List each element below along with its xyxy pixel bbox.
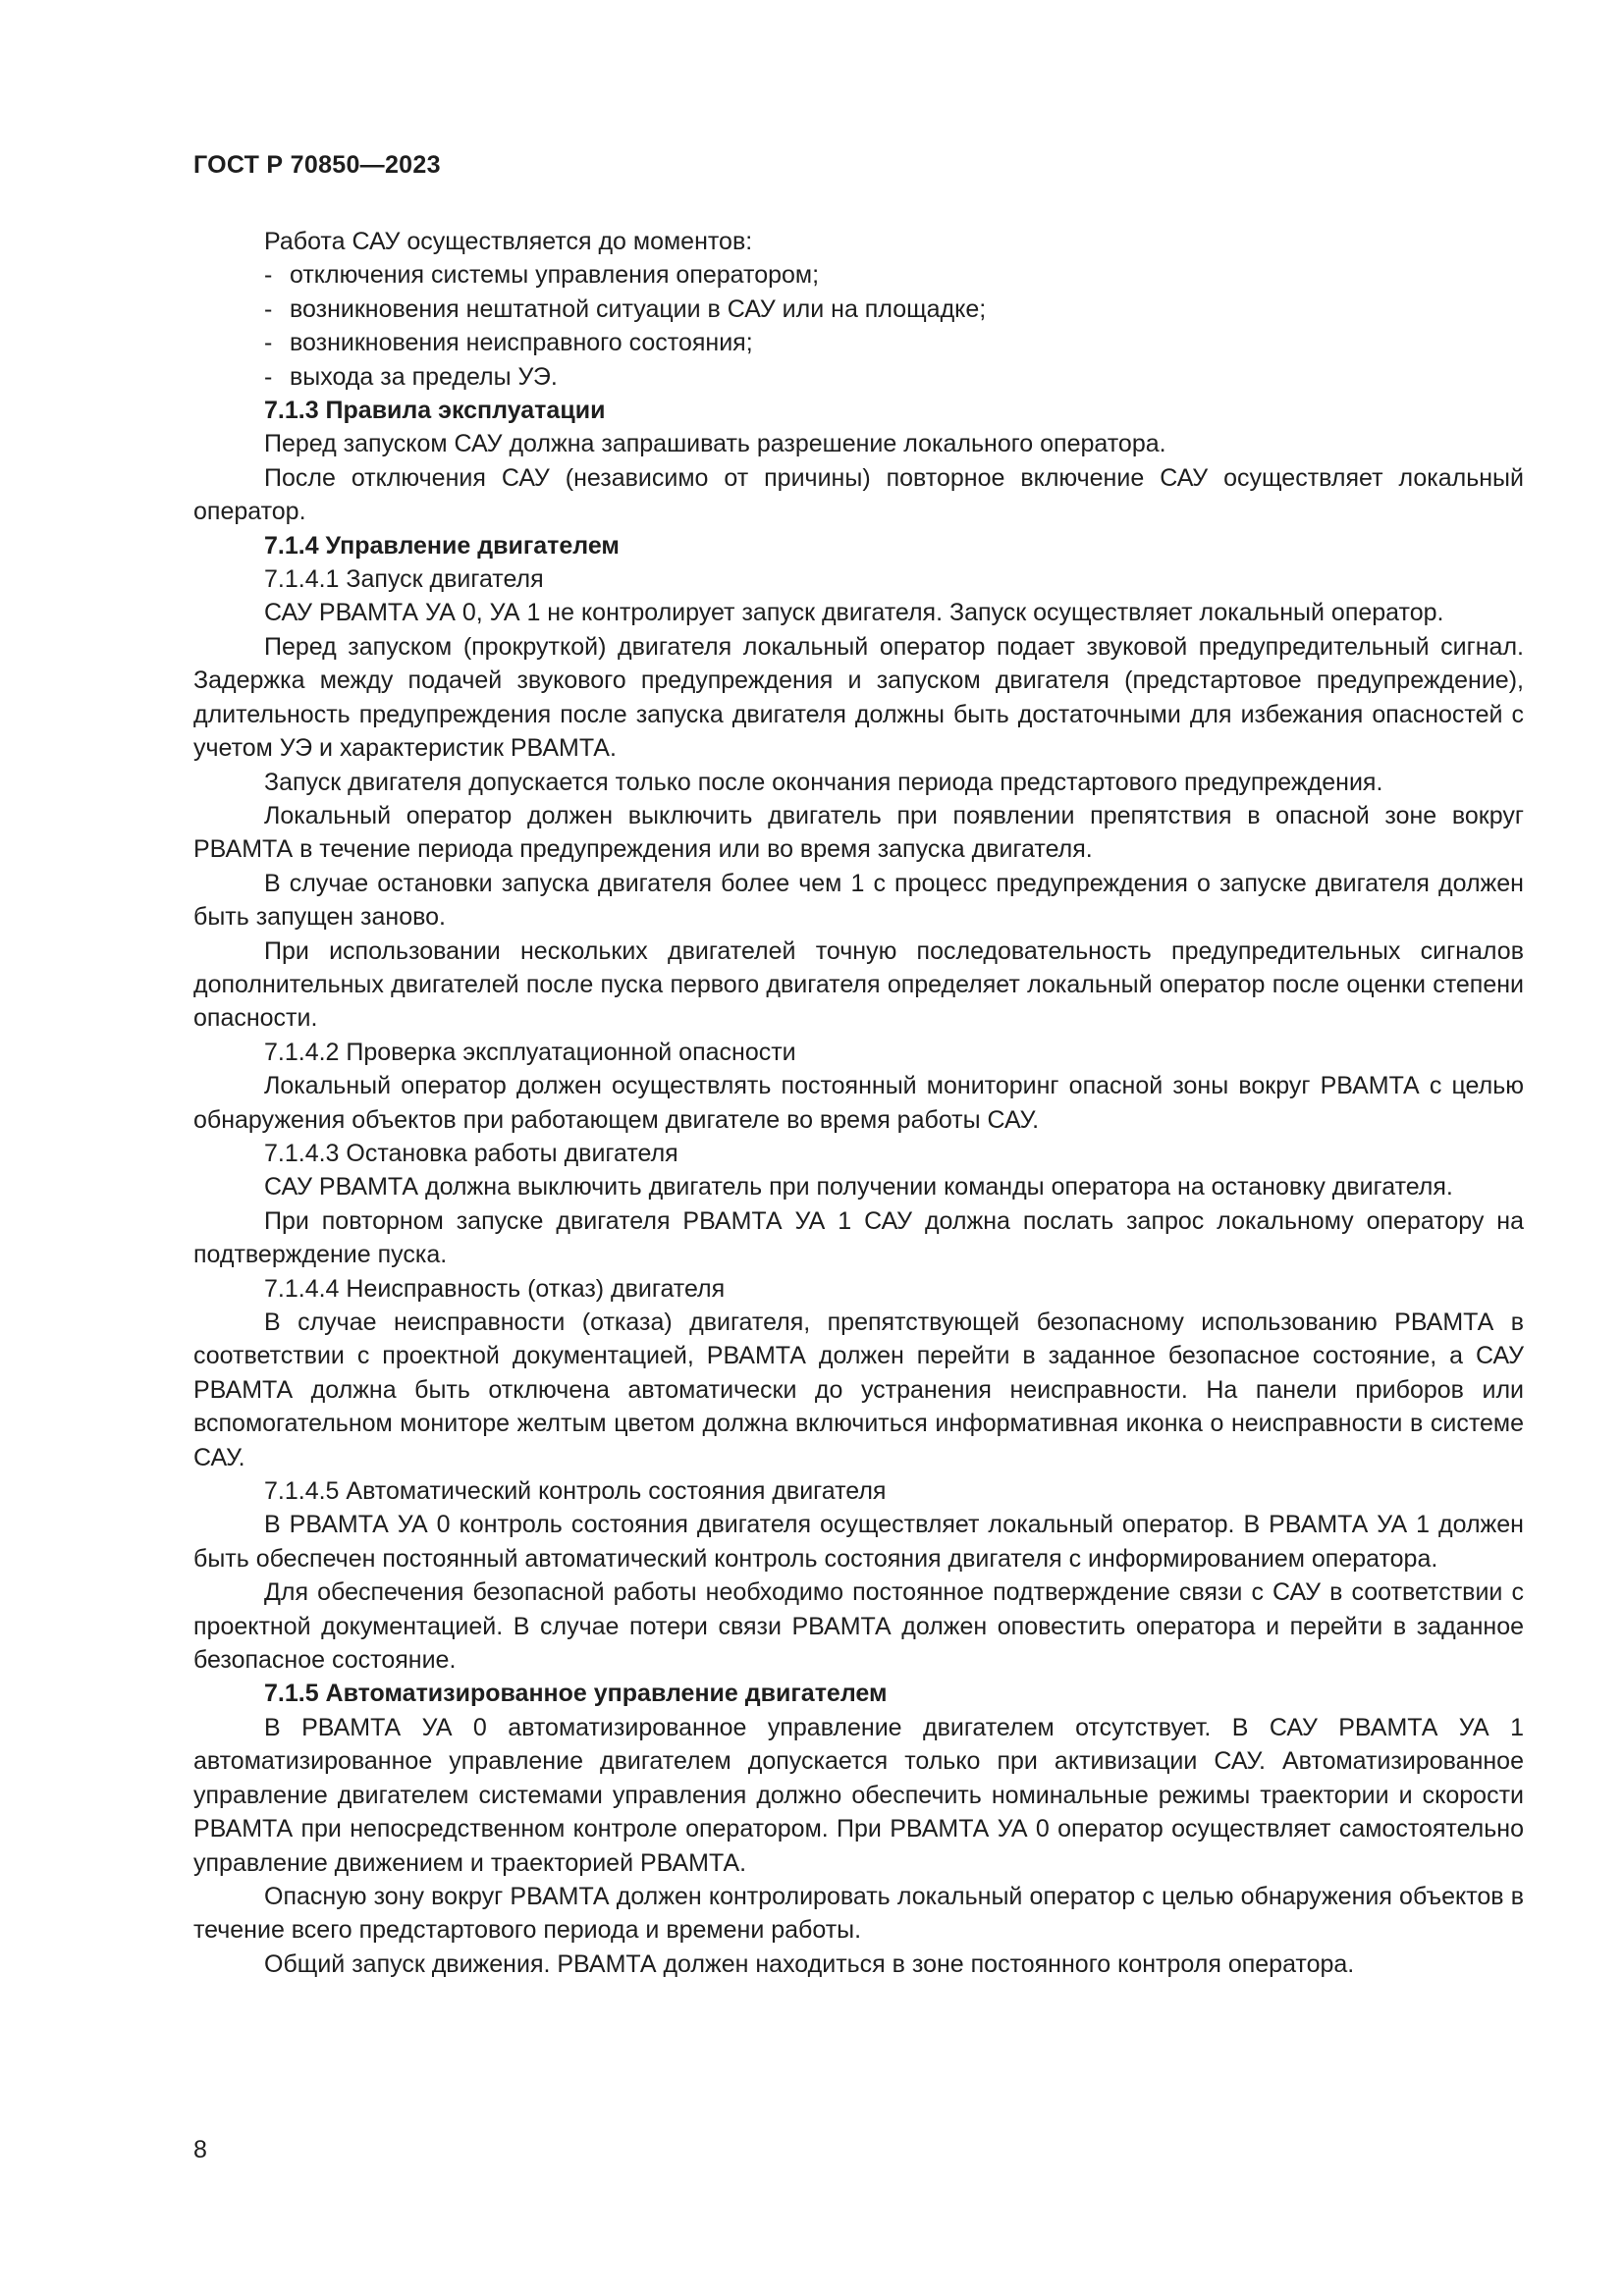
page-number: 8 [193, 2136, 207, 2163]
paragraph: При использовании нескольких двигателей точную последовательность предупредительных сигналов дополнительных двигателей после пуска первого двигателя определяет локальный оператор после оценки степени опасности. [193, 936, 1524, 1033]
list-marker: - [264, 362, 273, 391]
list-item-text: выхода за пределы УЭ. [290, 362, 558, 391]
paragraph: При повторном запуске двигателя РВАМТА УА 1 САУ должна послать запрос локальному оператору на подтверждение пуска. [193, 1206, 1524, 1269]
subsection-heading-7-1-4-5: 7.1.4.5 Автоматический контроль состояния двигателя [264, 1477, 887, 1506]
list-item-text: возникновения неисправного состояния; [290, 329, 753, 357]
list-item [193, 293, 1524, 326]
section-heading-7-1-5: 7.1.5 Автоматизированное управление двигателем [264, 1680, 888, 1708]
paragraph: Перед запуском (прокруткой) двигателя локальный оператор подает звуковой предупредительный сигнал. Задержка между подачей звукового предупреждения и запуском двигателя (предстартовое предупреждение), длительность предупреждения после запуска двигателя должны быть достаточными для избежания опасностей с учетом УЭ и характеристик РВАМТА. [193, 632, 1524, 763]
paragraph: В случае остановки запуска двигателя более чем 1 с процесс предупреждения о запуске двигателя должен быть запущен заново. [193, 869, 1524, 932]
paragraph: Запуск двигателя допускается только после окончания периода предстартового предупреждения. [264, 768, 1383, 796]
standard-header: ГОСТ Р 70850—2023 [193, 151, 441, 179]
list-marker: - [264, 261, 273, 290]
list-item [193, 326, 1524, 359]
list-item [193, 258, 1524, 292]
paragraph: В РВАМТА УА 0 автоматизированное управление двигателем отсутствует. В САУ РВАМТА УА 1 автоматизированное управление двигателем допускается только при активизации САУ. Автоматизированное управление двигателем системами управления должно обеспечить номинальные режимы траектории и скорости РВАМТА при непосредственном контроле оператором. При РВАМТА УА 0 оператор осуществляет самостоятельно управление движением и траекторией РВАМТА. [193, 1713, 1524, 1877]
section-heading-7-1-3: 7.1.3 Правила эксплуатации [264, 397, 606, 425]
paragraph: Общий запуск движения. РВАМТА должен находиться в зоне постоянного контроля оператора. [264, 1949, 1355, 1978]
subsection-heading-7-1-4-4: 7.1.4.4 Неисправность (отказ) двигателя [264, 1274, 726, 1303]
paragraph: Опасную зону вокруг РВАМТА должен контролировать локальный оператор с целью обнаружения объектов в течение всего предстартового периода и времени работы. [193, 1882, 1524, 1945]
section-heading-7-1-4: 7.1.4 Управление двигателем [264, 531, 620, 560]
paragraph: Локальный оператор должен выключить двигатель при появлении препятствия в опасной зоне вокруг РВАМТА в течение периода предупреждения или во время запуска двигателя. [193, 801, 1524, 864]
paragraph: Для обеспечения безопасной работы необходимо постоянное подтверждение связи с САУ в соответствии с проектной документацией. В случае потери связи РВАМТА должен оповестить оператора и перейти в заданное безопасное состояние. [193, 1578, 1524, 1675]
subsection-heading-7-1-4-3: 7.1.4.3 Остановка работы двигателя [264, 1139, 678, 1167]
list-item-text: отключения системы управления оператором; [290, 261, 820, 290]
paragraph: После отключения САУ (независимо от причины) повторное включение САУ осуществляет локальный оператор. [193, 463, 1524, 526]
subsection-heading-7-1-4-2: 7.1.4.2 Проверка эксплуатационной опасности [264, 1038, 796, 1066]
paragraph-intro: Работа САУ осуществляется до моментов: [264, 228, 753, 255]
paragraph: Перед запуском САУ должна запрашивать разрешение локального оператора. [264, 430, 1166, 458]
paragraph: В РВАМТА УА 0 контроль состояния двигателя осуществляет локальный оператор. В РВАМТА УА 1 должен быть обеспечен постоянный автоматический контроль состояния двигателя с информированием оператора. [193, 1511, 1524, 1573]
list-item-text: возникновения нештатной ситуации в САУ или на площадке; [290, 294, 987, 323]
paragraph: САУ РВАМТА УА 0, УА 1 не контролирует запуск двигателя. Запуск осуществляет локальный оператор. [264, 599, 1444, 627]
list-marker: - [264, 294, 273, 323]
paragraph: В случае неисправности (отказа) двигателя, препятствующей безопасному использованию РВАМТА в соответствии с проектной документацией, РВАМТА должен перейти в заданное безопасное состояние, а САУ РВАМТА должна быть отключена автоматически до устранения неисправности. На панели приборов или вспомогательном мониторе желтым цветом должна включиться информативная иконка о неисправности в системе САУ. [193, 1308, 1524, 1471]
paragraph: Локальный оператор должен осуществлять постоянный мониторинг опасной зоны вокруг РВАМТА с целью обнаружения объектов при работающем двигателе во время работы САУ. [193, 1072, 1524, 1134]
body-text [193, 225, 1524, 1981]
list-marker: - [264, 329, 273, 357]
list-item [193, 360, 1524, 394]
subsection-heading-7-1-4-1: 7.1.4.1 Запуск двигателя [264, 565, 544, 594]
paragraph: САУ РВАМТА должна выключить двигатель при получении команды оператора на остановку двигателя. [264, 1173, 1453, 1201]
